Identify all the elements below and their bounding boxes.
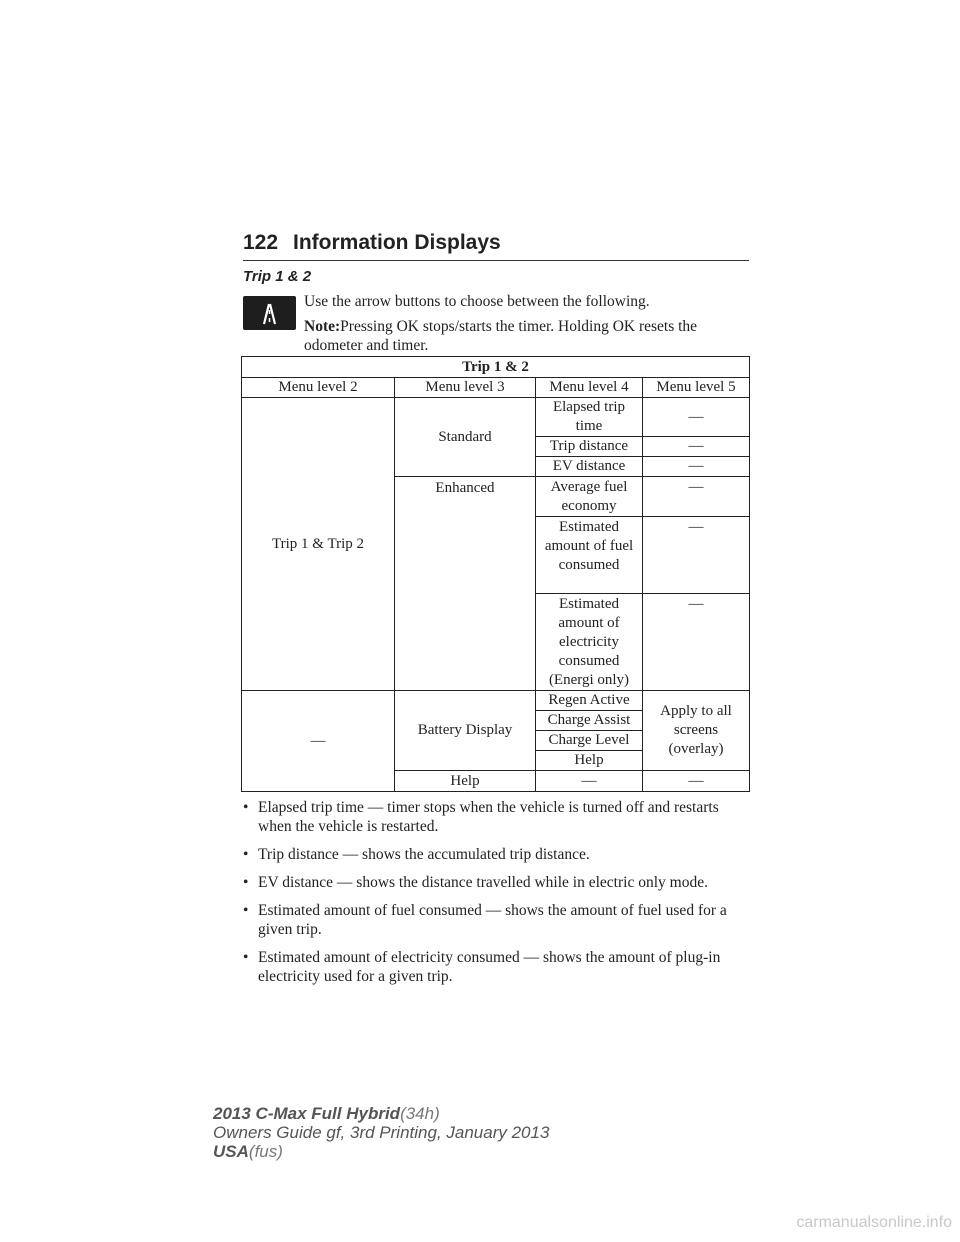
footer-line: Owners Guide gf, 3rd Printing, January 2013 xyxy=(213,1123,550,1142)
table-cell: Elapsed trip time xyxy=(536,398,643,437)
table-cell: Trip distance xyxy=(536,437,643,457)
table-cell: — xyxy=(643,517,750,594)
intro-text xyxy=(304,292,750,361)
table-cell: — xyxy=(643,771,750,792)
footer-line xyxy=(213,1104,549,1123)
footer-market-code: (fus) xyxy=(248,1142,283,1161)
footer-line xyxy=(213,1142,549,1161)
enhanced-level3-cell: Enhanced xyxy=(395,477,536,691)
table-cell: Charge Assist xyxy=(536,711,643,731)
table-cell: — xyxy=(643,457,750,477)
column-header: Menu level 4 xyxy=(536,378,643,398)
footer-model: 2013 C-Max Full Hybrid xyxy=(213,1104,401,1123)
page-footer xyxy=(213,1104,549,1161)
trip-menu-table xyxy=(241,356,750,792)
table-cell: Estimated amount of fuel consumed xyxy=(536,517,643,594)
column-header: Menu level 3 xyxy=(395,378,536,398)
intro-paragraph: Use the arrow buttons to choose between the following. xyxy=(304,293,650,310)
list-item: • Trip distance — shows the accumulated trip distance. xyxy=(243,845,749,864)
table-cell: — xyxy=(643,477,750,517)
table-cell: Average fuel economy xyxy=(536,477,643,517)
table-cell: — xyxy=(643,437,750,457)
footer-market: USA xyxy=(213,1142,249,1161)
battery-display-cell: Battery Display xyxy=(395,691,536,771)
page-number: 122 xyxy=(243,231,279,254)
definition-list xyxy=(243,798,749,995)
trip-level2-cell: Trip 1 & Trip 2 xyxy=(242,398,395,691)
note-paragraph xyxy=(304,317,750,355)
note-label: Note: xyxy=(304,318,341,335)
table-title: Trip 1 & 2 xyxy=(242,357,750,378)
overlay-note-cell: Apply to all screens (overlay) xyxy=(643,691,750,771)
table-cell: Charge Level xyxy=(536,731,643,751)
column-header: Menu level 5 xyxy=(643,378,750,398)
footer-model-code: (34h) xyxy=(400,1104,440,1123)
chapter-title: Information Displays xyxy=(293,231,501,254)
table-cell: — xyxy=(643,398,750,437)
table-cell: EV distance xyxy=(536,457,643,477)
list-item: • Elapsed trip time — timer stops when the vehicle is turned off and restarts when the vehicle is restarted. xyxy=(243,798,749,836)
list-item: • Estimated amount of fuel consumed — shows the amount of fuel used for a given trip. xyxy=(243,901,749,939)
watermark: carmanualsonline.info xyxy=(796,1214,952,1231)
column-header: Menu level 2 xyxy=(242,378,395,398)
table-cell: Help xyxy=(395,771,536,792)
table-cell: — xyxy=(536,771,643,792)
road-icon xyxy=(243,296,296,330)
table-cell: Estimated amount of electricity consumed (Energi only) xyxy=(536,594,643,691)
list-item: • EV distance — shows the distance travelled while in electric only mode. xyxy=(243,873,749,892)
table-cell: — xyxy=(643,594,750,691)
section-title: Trip 1 & 2 xyxy=(243,268,312,285)
table-cell: Regen Active xyxy=(536,691,643,711)
standard-level3-cell: Standard xyxy=(395,398,536,477)
page-header xyxy=(243,228,749,261)
note-text: Pressing OK stops/starts the timer. Holding OK resets the odometer and timer. xyxy=(304,318,698,354)
battery-level2-cell: — xyxy=(242,691,395,792)
table-cell: Help xyxy=(536,751,643,771)
list-item: • Estimated amount of electricity consumed — shows the amount of plug-in electricity used for a given trip. xyxy=(243,948,749,986)
